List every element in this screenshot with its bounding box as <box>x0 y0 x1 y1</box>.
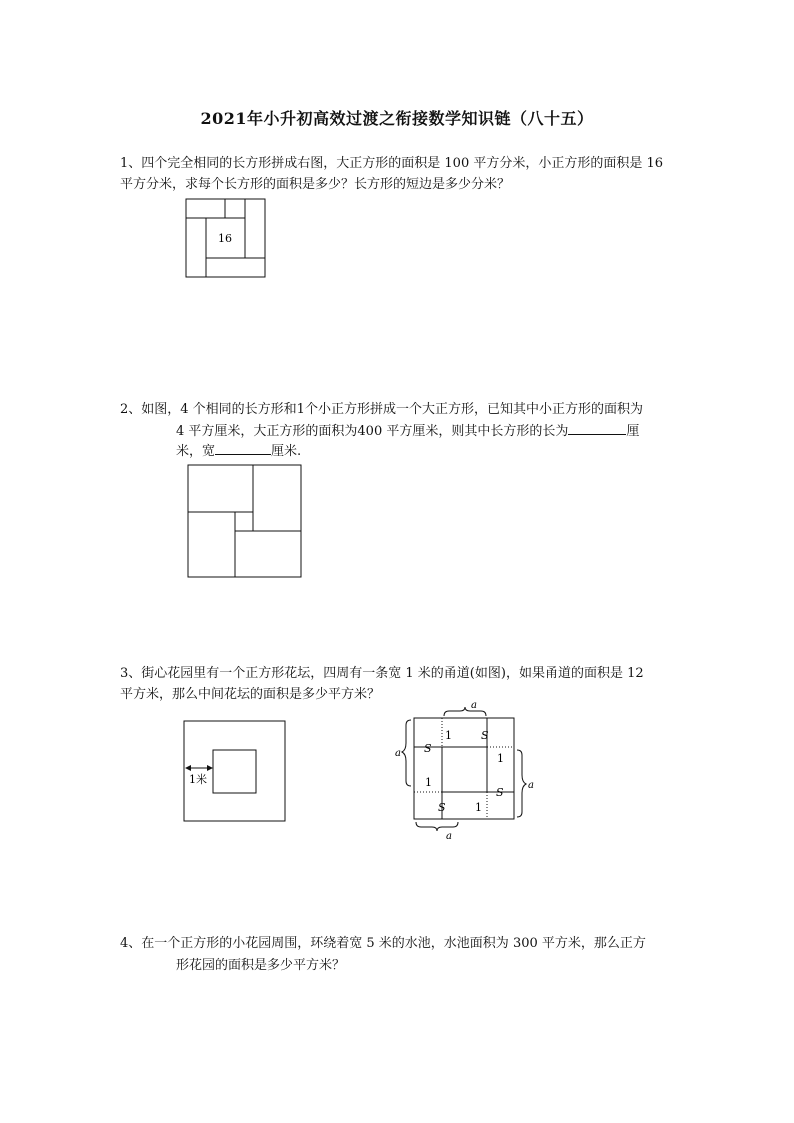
question-2-line-3-text-b: 厘米. <box>271 444 302 459</box>
question-3-label-s-top: S <box>481 729 489 742</box>
question-3-line-1: 3、街心花园里有一个正方形花坛，四周有一条宽 1 米的甬道(如图)，如果甬道的面积是 12 <box>120 666 644 681</box>
question-3-right-figure <box>392 698 542 844</box>
question-4-line-1: 4、在一个正方形的小花园周围，环绕着宽 5 米的水池，水池面积为 300 平方米，那么正方 <box>120 936 646 951</box>
question-2-length-blank[interactable] <box>568 420 626 435</box>
question-3-label-1-right: 1 <box>497 752 504 765</box>
question-3-label-1-left: 1 <box>425 776 432 789</box>
question-2-line-3-text-a: 米，宽 <box>176 444 216 459</box>
question-3-line-2: 平方米，那么中间花坛的面积是多少平方米？ <box>120 687 381 702</box>
question-3-label-a-right: a <box>528 780 534 791</box>
question-2-width-blank[interactable] <box>215 440 271 455</box>
question-3-label-1-top: 1 <box>445 729 452 742</box>
question-3-label-s-bottom: S <box>438 801 446 814</box>
question-4-line-2: 形花园的面积是多少平方米？ <box>176 958 346 973</box>
question-3-label-a-top: a <box>471 700 477 711</box>
question-3-label-s-right: S <box>496 786 504 799</box>
question-2-line-3 <box>176 440 301 462</box>
question-3-label-1-bottom: 1 <box>475 801 482 814</box>
question-3-label-a-bottom: a <box>446 831 452 842</box>
question-2-line-2-tail: 厘 <box>626 424 640 439</box>
question-1-line-2: 平方分米，求每个长方形的面积是多少？长方形的短边是多少分米？ <box>120 177 511 192</box>
question-2-line-1: 2、如图，4 个相同的长方形和1个小正方形拼成一个大正方形，已知其中小正方形的面积为 <box>120 402 643 417</box>
question-2-figure <box>187 464 303 580</box>
page-title: 2021年小升初高效过渡之衔接数学知识链（八十五） <box>200 109 594 128</box>
question-3-left-figure <box>183 720 288 823</box>
question-1-figure <box>185 198 267 280</box>
question-1-line-1: 1、四个完全相同的长方形拼成右图，大正方形的面积是 100 平方分米，小正方形的面积是 16 <box>120 156 664 171</box>
question-3-label-a-left: a <box>395 748 401 759</box>
question-1-center-label: 16 <box>218 232 232 245</box>
question-2-line-2-text: 4 平方厘米，大正方形的面积为400 平方厘米，则其中长方形的长为 <box>176 424 569 439</box>
question-3-path-width-label: 1米 <box>189 773 207 786</box>
question-2-line-2 <box>176 420 639 442</box>
question-3-label-s-left: S <box>424 742 432 755</box>
